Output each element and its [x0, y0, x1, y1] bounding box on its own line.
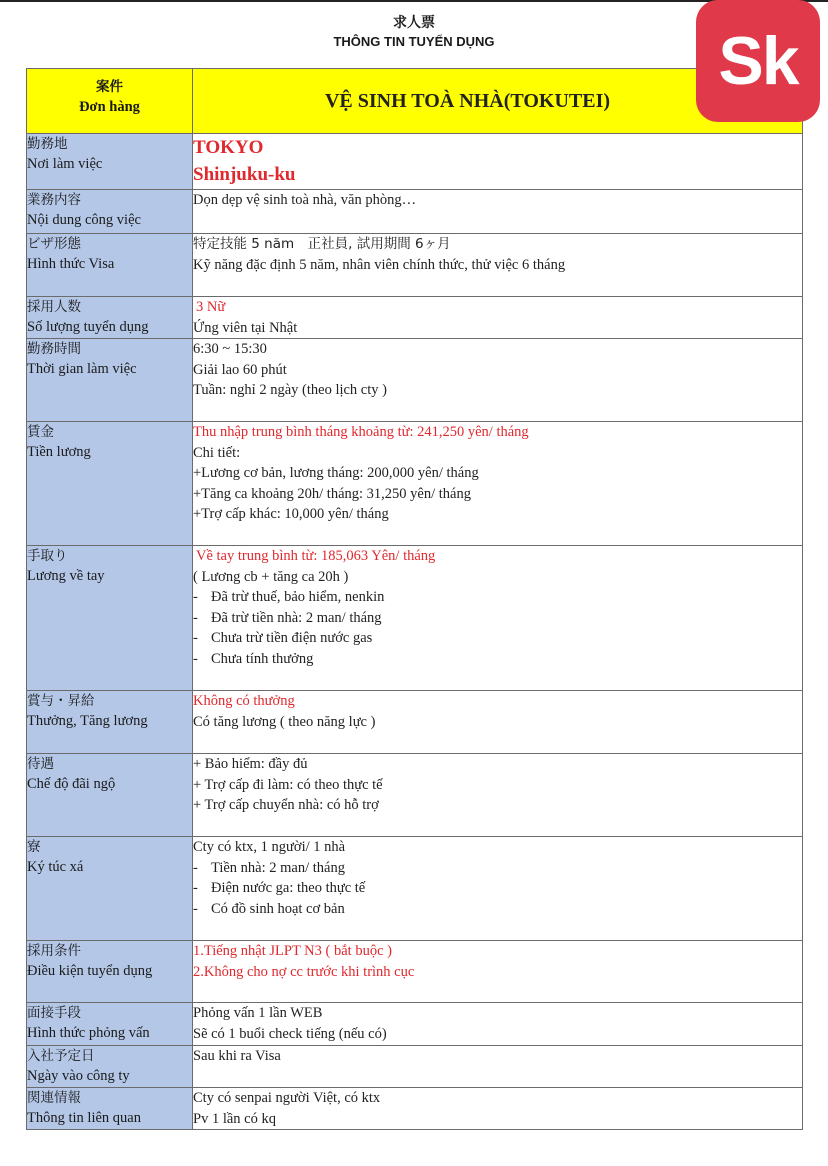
- benefit-item: + Trợ cấp đi làm: có theo thực tế: [193, 776, 383, 793]
- salary-average: Thu nhập trung bình tháng khoảng từ: 241,250 yên/ tháng: [193, 424, 529, 440]
- row-bonus: [27, 691, 803, 754]
- label-interview-jp: 面接手段: [27, 1005, 81, 1021]
- label-bonus-vn: Thưởng, Tăng lương: [27, 713, 148, 729]
- label-start-date-vn: Ngày vào công ty: [27, 1068, 130, 1084]
- label-bonus: [27, 691, 193, 754]
- label-workplace-jp: 勤務地: [27, 136, 68, 152]
- bonus-status: Không có thưởng: [193, 693, 295, 709]
- top-border-line: [0, 0, 828, 2]
- label-working-hours: [27, 339, 193, 422]
- label-workplace: [27, 134, 193, 190]
- label-dormitory: [27, 837, 193, 941]
- row-headcount: [27, 297, 803, 339]
- take-home-item: - Chưa trừ tiền điện nước gas: [193, 630, 373, 646]
- related-item: Cty có senpai người Việt, có ktx: [193, 1090, 381, 1106]
- label-start-date: [27, 1046, 193, 1088]
- value-working-hours: [193, 339, 803, 422]
- value-conditions: [193, 941, 803, 1003]
- dormitory-item: - Điện nước ga: theo thực tế: [193, 880, 366, 896]
- page-title-jp: 求人票: [393, 15, 435, 31]
- salary-line: Chi tiết:: [193, 444, 241, 461]
- label-salary-jp: 賃金: [27, 424, 54, 440]
- workplace-ward: Shinjuku-ku: [193, 164, 296, 185]
- working-hours-line: Giải lao 60 phút: [193, 361, 287, 378]
- label-job-content-vn: Nội dung công việc: [27, 212, 141, 228]
- label-salary: [27, 422, 193, 546]
- label-workplace-vn: Nơi làm việc: [27, 156, 103, 172]
- dormitory-item: - Tiền nhà: 2 man/ tháng: [193, 859, 345, 876]
- value-interview: [193, 1003, 803, 1046]
- row-related: [27, 1088, 803, 1130]
- working-hours-line: Tuần: nghỉ 2 ngày (theo lịch cty ): [193, 382, 387, 398]
- value-workplace: [193, 134, 803, 190]
- benefit-item: + Bảo hiểm: đầy đủ: [193, 756, 308, 772]
- label-benefits: [27, 754, 193, 837]
- label-start-date-jp: 入社予定日: [27, 1048, 95, 1064]
- dormitory-summary: Cty có ktx, 1 người/ 1 nhà: [193, 839, 346, 855]
- dormitory-item: - Có đồ sinh hoạt cơ bản: [193, 900, 345, 917]
- label-headcount-jp: 採用人数: [27, 299, 81, 315]
- label-job-content-jp: 業務内容: [27, 192, 81, 208]
- label-related-vn: Thông tin liên quan: [27, 1110, 141, 1126]
- value-bonus: [193, 691, 803, 754]
- label-visa: [27, 234, 193, 297]
- row-job-content: [27, 190, 803, 234]
- label-take-home: [27, 546, 193, 691]
- label-dormitory-jp: 寮: [27, 839, 41, 855]
- label-related: [27, 1088, 193, 1130]
- raise-status: Có tăng lương ( theo năng lực ): [193, 713, 376, 730]
- label-working-hours-jp: 勤務時間: [27, 341, 81, 357]
- value-start-date: [193, 1046, 803, 1088]
- value-visa: [193, 234, 803, 297]
- value-headcount: [193, 297, 803, 339]
- page-title-vn: THÔNG TIN TUYỂN DỤNG: [333, 34, 495, 49]
- value-salary: [193, 422, 803, 546]
- label-headcount: [27, 297, 193, 339]
- label-benefits-vn: Chế độ đãi ngộ: [27, 776, 116, 792]
- visa-line-jp: 特定技能 5 năm 正社員, 試用期間 6ヶ月: [193, 236, 451, 252]
- salary-line: +Trợ cấp khác: 10,000 yên/ tháng: [193, 506, 389, 522]
- row-working-hours: [27, 339, 803, 422]
- value-dormitory: [193, 837, 803, 941]
- label-working-hours-vn: Thời gian làm việc: [27, 361, 137, 377]
- condition-item: 2.Không cho nợ cc trước khi trình cục: [193, 963, 415, 980]
- working-hours-line: 6:30 ~ 15:30: [193, 341, 267, 357]
- value-benefits: [193, 754, 803, 837]
- benefit-item: + Trợ cấp chuyển nhà: có hỗ trợ: [193, 797, 379, 813]
- row-take-home: [27, 546, 803, 691]
- take-home-item: - Đã trừ thuế, bảo hiểm, nenkin: [193, 589, 385, 605]
- value-order: VỆ SINH TOÀ NHÀ(TOKUTEI): [193, 69, 803, 134]
- label-conditions: [27, 941, 193, 1003]
- take-home-item: - Chưa tính thưởng: [193, 650, 314, 667]
- row-conditions: [27, 941, 803, 1003]
- label-take-home-jp: 手取り: [27, 548, 68, 564]
- take-home-average: Về tay trung bình từ: 185,063 Yên/ tháng: [196, 548, 436, 564]
- label-benefits-jp: 待遇: [27, 756, 54, 772]
- label-related-jp: 関連情報: [27, 1090, 81, 1106]
- interview-item: Phỏng vấn 1 lần WEB: [193, 1005, 323, 1021]
- label-conditions-vn: Điều kiện tuyển dụng: [27, 963, 153, 979]
- row-order: [27, 69, 803, 134]
- job-content-text: Dọn dẹp vệ sinh toà nhà, văn phòng…: [193, 192, 417, 208]
- take-home-item: - Đã trừ tiền nhà: 2 man/ tháng: [193, 609, 382, 626]
- label-visa-jp: ビザ形態: [27, 236, 81, 252]
- label-conditions-jp: 採用条件: [27, 943, 81, 959]
- label-dormitory-vn: Ký túc xá: [27, 859, 84, 875]
- job-info-table: [26, 68, 803, 1130]
- salary-line: +Lương cơ bản, lương tháng: 200,000 yên/ tháng: [193, 465, 479, 481]
- related-item: Pv 1 lần có kq: [193, 1110, 276, 1127]
- label-order-vn: Đơn hàng: [79, 99, 140, 115]
- label-take-home-vn: Lương về tay: [27, 568, 105, 584]
- row-workplace: [27, 134, 803, 190]
- headcount-number: 3 Nữ: [196, 299, 226, 315]
- label-order-jp: 案件: [96, 79, 123, 95]
- take-home-note: ( Lương cb + tăng ca 20h ): [193, 568, 349, 585]
- start-date-text: Sau khi ra Visa: [193, 1048, 281, 1064]
- row-interview: [27, 1003, 803, 1046]
- interview-item: Sẽ có 1 buổi check tiếng (nếu có): [193, 1025, 387, 1042]
- value-job-content: [193, 190, 803, 234]
- row-benefits: [27, 754, 803, 837]
- label-headcount-vn: Số lượng tuyển dụng: [27, 319, 149, 335]
- row-start-date: [27, 1046, 803, 1088]
- label-job-content: [27, 190, 193, 234]
- condition-item: 1.Tiếng nhật JLPT N3 ( bắt buộc ): [193, 943, 392, 959]
- workplace-city: TOKYO: [193, 137, 264, 158]
- sk-logo-icon: Sk: [696, 0, 820, 122]
- visa-line-vn: Kỹ năng đặc định 5 năm, nhân viên chính thức, thử việc 6 tháng: [193, 256, 566, 273]
- headcount-note: Ứng viên tại Nhật: [193, 319, 298, 336]
- row-salary: [27, 422, 803, 546]
- label-order: [27, 69, 193, 134]
- row-dormitory: [27, 837, 803, 941]
- label-interview: [27, 1003, 193, 1046]
- salary-line: +Tăng ca khoảng 20h/ tháng: 31,250 yên/ tháng: [193, 485, 471, 502]
- label-interview-vn: Hình thức phỏng vấn: [27, 1025, 150, 1041]
- value-take-home: [193, 546, 803, 691]
- row-visa: [27, 234, 803, 297]
- label-salary-vn: Tiền lương: [27, 444, 91, 460]
- label-visa-vn: Hình thức Visa: [27, 256, 115, 272]
- label-bonus-jp: 賞与・昇給: [27, 693, 95, 709]
- value-related: [193, 1088, 803, 1130]
